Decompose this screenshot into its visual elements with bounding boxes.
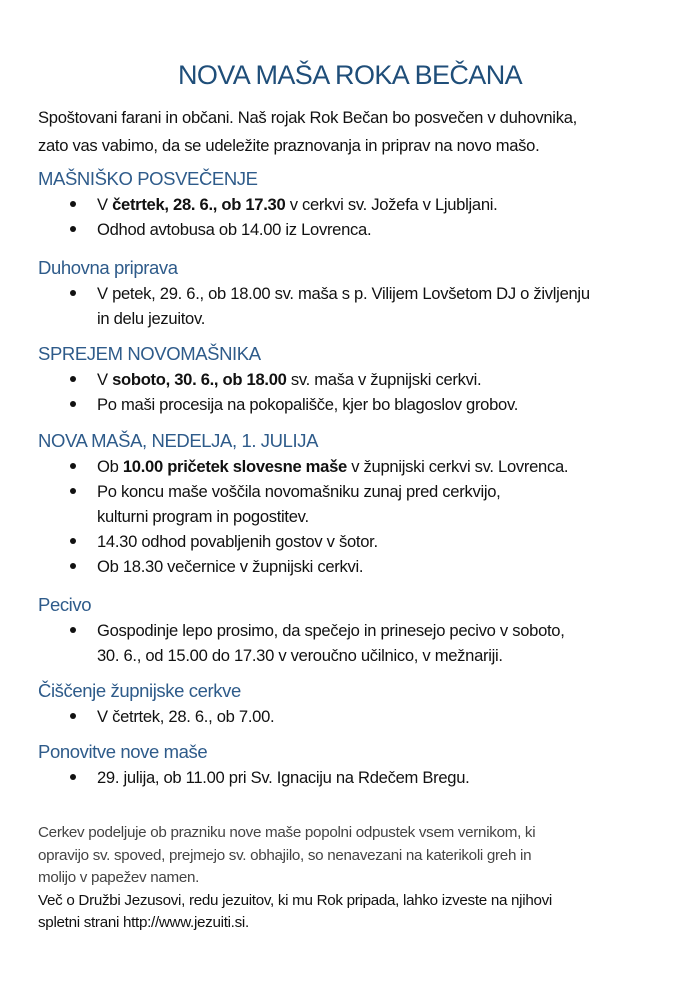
section (38, 341, 678, 417)
item-text-continued: in delu jezuitov. (97, 309, 206, 328)
list-item (38, 454, 678, 479)
bullet-list (38, 281, 678, 331)
section (38, 678, 678, 729)
bullet-icon (70, 488, 76, 494)
item-text: v cerkvi sv. Jožefa v Ljubljani. (285, 195, 498, 214)
footer-note (38, 822, 678, 935)
intro-paragraph (38, 104, 678, 160)
bullet-list (38, 618, 678, 668)
item-text: v župnijski cerkvi sv. Lovrenca. (346, 457, 569, 476)
section-heading: MAŠNIŠKO POSVEČENJE (38, 168, 258, 189)
bullet-icon (70, 713, 76, 719)
section-heading: Duhovna priprava (38, 257, 178, 278)
item-text: Ob (97, 457, 123, 476)
note-line: opravijo sv. spoved, prejmejo sv. obhajilo, so nenavezani na katerikoli greh in (38, 846, 532, 864)
note-line: Cerkev podeljuje ob prazniku nove maše popolni odpustek vsem vernikom, ki (38, 824, 536, 841)
section-heading: Čiščenje župnijske cerkve (38, 680, 241, 701)
note-line: molijo v papežev namen. (38, 869, 200, 886)
item-text: V petek, 29. 6., ob 18.00 sv. maša s p. Vilijem Lovšetom DJ o življenju (97, 284, 590, 303)
note-line: spletni strani http://www.jezuiti.si. (38, 914, 249, 931)
item-text: Gospodinje lepo prosimo, da spečejo in prinesejo pecivo v soboto, (97, 621, 565, 640)
bullet-icon (70, 774, 76, 780)
list-item (38, 529, 678, 554)
section (38, 255, 678, 331)
list-item (38, 392, 678, 417)
section-heading: SPREJEM NOVOMAŠNIKA (38, 343, 261, 364)
bullet-icon (70, 376, 76, 382)
section-heading: NOVA MAŠA, NEDELJA, 1. JULIJA (38, 430, 319, 451)
document-title: NOVA MAŠA ROKA BEČANA (177, 60, 523, 90)
bullet-icon (70, 627, 76, 633)
bullet-icon (70, 201, 76, 207)
item-text: V četrtek, 28. 6., ob 7.00. (97, 707, 275, 726)
section-heading: Ponovitve nove maše (38, 741, 208, 762)
item-text: Po maši procesija na pokopališče, kjer bo blagoslov grobov. (97, 395, 519, 414)
item-text: Ob 18.30 večernice v župnijski cerkvi. (97, 557, 364, 576)
section (38, 739, 678, 790)
note-line: Več o Družbi Jezusovi, redu jezuitov, ki mu Rok pripada, lahko izveste na njihovi (38, 891, 552, 909)
bullet-icon (70, 538, 76, 544)
section-heading: Pecivo (38, 594, 92, 615)
bullet-icon (70, 463, 76, 469)
item-emphasis: 10.00 pričetek slovesne maše (122, 457, 347, 476)
item-text: Po koncu maše voščila novomašniku zunaj pred cerkvijo, (97, 482, 501, 501)
bullet-list (38, 192, 678, 242)
bullet-list (38, 367, 678, 417)
item-emphasis: četrtek, 28. 6., ob 17.30 (112, 195, 286, 214)
bullet-list (38, 454, 678, 579)
item-text: sv. maša v župnijski cerkvi. (286, 370, 482, 389)
intro-line: Spoštovani farani in občani. Naš rojak Rok Bečan bo posvečen v duhovnika, (38, 108, 577, 127)
item-text: Odhod avtobusa ob 14.00 iz Lovrenca. (97, 220, 372, 239)
intro-line: zato vas vabimo, da se udeležite praznovanja in priprav na novo mašo. (38, 136, 540, 155)
list-item (38, 367, 678, 392)
list-item (38, 704, 678, 729)
item-text: 29. julija, ob 11.00 pri Sv. Ignaciju na Rdečem Bregu. (97, 768, 470, 787)
list-item (38, 618, 678, 668)
bullet-icon (70, 226, 76, 232)
list-item (38, 217, 678, 242)
bullet-list (38, 765, 678, 790)
bullet-icon (70, 563, 76, 569)
list-item (38, 765, 678, 790)
section (38, 166, 678, 242)
item-text-continued: 30. 6., od 15.00 do 17.30 v veroučno učilnico, v mežnariji. (97, 646, 503, 665)
bullet-list (38, 704, 678, 729)
item-emphasis: soboto, 30. 6., ob 18.00 (112, 370, 287, 389)
list-item (38, 479, 678, 529)
list-item (38, 554, 678, 579)
bullet-icon (70, 401, 76, 407)
item-text: 14.30 odhod povabljenih gostov v šotor. (97, 532, 378, 551)
section (38, 428, 678, 579)
list-item (38, 281, 678, 331)
bullet-icon (70, 290, 76, 296)
item-text: V (97, 370, 113, 389)
item-text: V (97, 195, 113, 214)
item-text-continued: kulturni program in pogostitev. (97, 507, 309, 526)
section (38, 592, 678, 668)
list-item (38, 192, 678, 217)
